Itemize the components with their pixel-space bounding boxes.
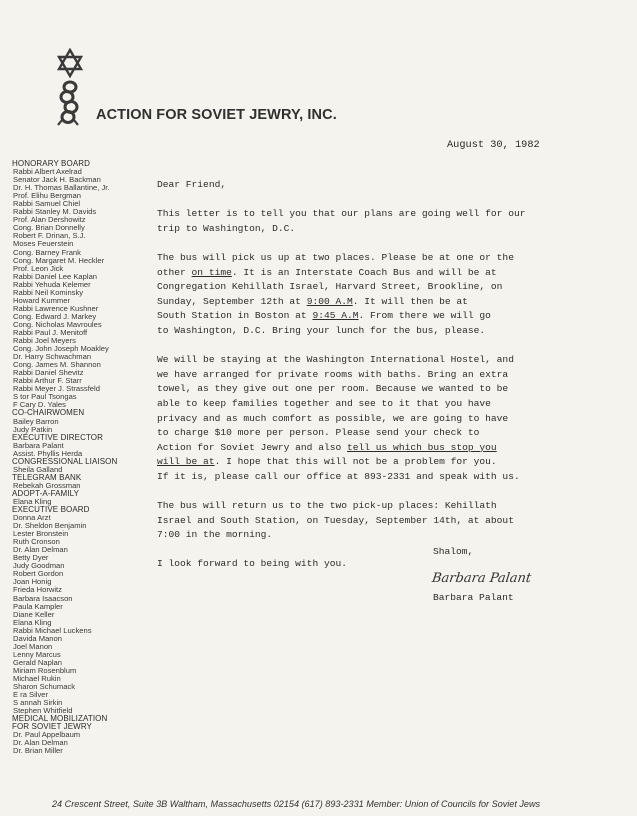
board-member: Rabbi Daniel Shevitz <box>13 368 84 378</box>
organization-name: ACTION FOR SOVIET JEWRY, INC. <box>96 107 337 123</box>
board-member: Rabbi Daniel Lee Kaplan <box>13 271 98 281</box>
cochair-member: Judy Patkin <box>13 424 53 434</box>
paragraph-4: The bus will return us to the two pick-up places: Kehillath Israel and South Station, on Tuesday, September 14th, at about 7:00 in the morning. <box>157 500 514 541</box>
board-member: Cong. John Joseph Moakley <box>13 344 109 354</box>
board-member: Paula Kampler <box>13 601 63 611</box>
board-member: Barbara Isaacson <box>13 593 73 603</box>
cochairwomen-heading: CO-CHAIRWOMEN <box>12 408 85 418</box>
board-member: Prof. Elihu Bergman <box>13 191 81 201</box>
board-member: Gerald Naplan <box>13 657 62 667</box>
congressional-liaison-heading: CONGRESSIONAL LIAISON <box>12 456 118 466</box>
board-member: Senator Jack H. Backman <box>13 175 101 185</box>
board-member: Cong. Nicholas Mavroules <box>13 319 102 329</box>
letter-body <box>157 178 597 587</box>
board-member: Howard Kummer <box>13 295 70 305</box>
board-member: Stephen Whitfield <box>13 706 73 716</box>
board-member: Diane Keller <box>13 609 55 619</box>
board-member: Sharon Schumack <box>13 682 76 692</box>
board-member: Rabbi Yehuda Kelemer <box>13 279 91 289</box>
adopt-a-family-member: Elana Kling <box>13 496 52 506</box>
adopt-a-family-heading: ADOPT-A-FAMILY <box>12 488 80 498</box>
board-member: E ra Silver <box>13 690 49 700</box>
board-member: Prof. Alan Dershowitz <box>13 215 86 225</box>
board-member: Dr. Alan Delman <box>13 545 68 555</box>
medical-member: Dr. Paul Appelbaum <box>13 730 81 740</box>
board-member: Rabbi Samuel Chiel <box>13 199 81 209</box>
board-member: Cong. Brian Donnelly <box>13 223 85 233</box>
executive-board-heading: EXECUTIVE BOARD <box>12 505 90 515</box>
underlined-bus-stop: tell us which bus stop you <box>347 441 497 453</box>
medical-member: Dr. Brian Miller <box>13 746 63 756</box>
closing: Shalom, <box>433 546 474 557</box>
board-member: Rabbi Neil Kominsky <box>13 287 84 297</box>
board-member: Miriam Rosenblum <box>13 665 77 675</box>
paragraph-2: The bus will pick us up at two places. Please be at one or the other on time. It is an Interstate Coach Bus and will be at Congregation Kehillath Israel, Harvard Street, Brookline, on Sunday, September 12th at 9:00 A.M. It will then be at South Station in Boston at 9:45 A.M. From there we will go to Washington, D.C. Bring your lunch for the bus, please. <box>157 251 514 336</box>
board-member: Dr. H. Thomas Ballantine, Jr. <box>13 183 110 193</box>
medical-mobilization-heading: MEDICAL MOBILIZATION <box>12 714 108 724</box>
board-member: Cong. James M. Shannon <box>13 360 101 370</box>
board-member: Frieda Horwitz <box>13 585 62 595</box>
telegram-bank-heading: TELEGRAM BANK <box>12 472 82 482</box>
executive-director-heading: EXECUTIVE DIRECTOR <box>12 432 103 442</box>
board-member: Cong. Edward J. Markey <box>13 311 97 321</box>
board-member: Rabbi Albert Axelrad <box>13 167 82 177</box>
board-member: S tor Paul Tsongas <box>13 392 77 402</box>
board-member: Donna Arzt <box>13 513 51 523</box>
board-member: Lester Bronstein <box>13 529 69 539</box>
board-member: Davida Manon <box>13 633 62 643</box>
board-member: Rabbi Joel Meyers <box>13 336 76 346</box>
board-member: Moses Feuerstein <box>13 239 74 249</box>
board-member: Joel Manon <box>13 641 53 651</box>
underlined-time-900: 9:00 A.M <box>306 295 353 307</box>
board-member: Ruth Cronson <box>13 537 60 547</box>
board-member: Robert Gordon <box>13 569 64 579</box>
paragraph-1: This letter is to tell you that our plans are going well for our trip to Washington, D.C. <box>157 208 526 234</box>
underlined-on-time: on time <box>191 266 232 278</box>
underlined-will-be-at: will be at <box>157 456 215 468</box>
star-of-david-chain-icon <box>50 46 90 128</box>
board-member: Rabbi Lawrence Kushner <box>13 303 99 313</box>
board-member: Rabbi Paul J. Menitoff <box>13 327 88 337</box>
medical-member: Dr. Alan Delman <box>13 738 68 748</box>
board-member: S annah Sirkin <box>13 698 63 708</box>
board-member: Cong. Margaret M. Heckler <box>13 255 105 265</box>
board-member: Elana Kling <box>13 617 52 627</box>
board-member: Dr. Sheldon Benjamin <box>13 521 87 531</box>
board-member: Michael Rukin <box>13 674 61 683</box>
letter-date: August 30, 1982 <box>447 139 540 151</box>
board-member: Rabbi Arthur F. Starr <box>13 376 82 386</box>
board-member: Betty Dyer <box>13 553 49 563</box>
underlined-time-945: 9:45 A.M <box>312 310 359 322</box>
signer-name: Barbara Palant <box>433 592 514 603</box>
executive-director: Barbara Palant <box>13 440 64 450</box>
telegram-bank-member: Rebekah Grossman <box>13 480 81 490</box>
board-member: Lenny Marcus <box>13 649 61 659</box>
board-member: Prof. Leon Jick <box>13 263 64 273</box>
board-member: Rabbi Stanley M. Davids <box>13 207 97 217</box>
board-member: Robert F. Drinan, S.J. <box>13 231 86 241</box>
handwritten-signature: Barbara Palant <box>430 571 533 586</box>
medical-mobilization-subheading: FOR SOVIET JEWRY <box>12 722 92 732</box>
board-member: Cong. Barney Frank <box>13 247 81 257</box>
executive-director-assistant: Assist. Phyllis Herda <box>13 448 83 458</box>
board-member: Judy Goodman <box>13 561 65 571</box>
paragraph-5: I look forward to being with you. <box>157 558 347 570</box>
executive-board-list <box>12 514 147 715</box>
honorary-board-heading: HONORARY BOARD <box>12 159 91 168</box>
honorary-board-list <box>12 168 147 409</box>
paragraph-3: We will be staying at the Washington International Hostel, and we have arranged for private rooms with baths. Bring an extra towel, as they give out one per room. Because we wanted to be able to keep families together and see to it that you have privacy and as much comfort as possible, we are going to have to charge $10 more per person. Please send your check to Action for Soviet Jewry and also tell us which bus stop you will be at. I hope that this will not be a problem for you. If it is, please call our office at 893-2331 and speak with us. <box>157 354 520 482</box>
board-member: Rabbi Michael Luckens <box>13 625 92 635</box>
board-member: F Cary D. Yales <box>13 400 66 410</box>
footer-address: 24 Crescent Street, Suite 3B Waltham, Massachusetts 02154 (617) 893-2331 Member: Union of Councils for Soviet Jews <box>52 799 541 809</box>
board-sidebar <box>12 160 147 755</box>
salutation: Dear Friend, <box>157 179 227 190</box>
board-member: Dr. Harry Schwachman <box>13 352 92 362</box>
board-member: Joan Honig <box>13 577 52 587</box>
cochair-member: Bailey Barron <box>13 416 59 426</box>
congressional-liaison: Sheila Galland <box>13 464 63 474</box>
board-member: Rabbi Meyer J. Strassfeld <box>13 384 100 394</box>
